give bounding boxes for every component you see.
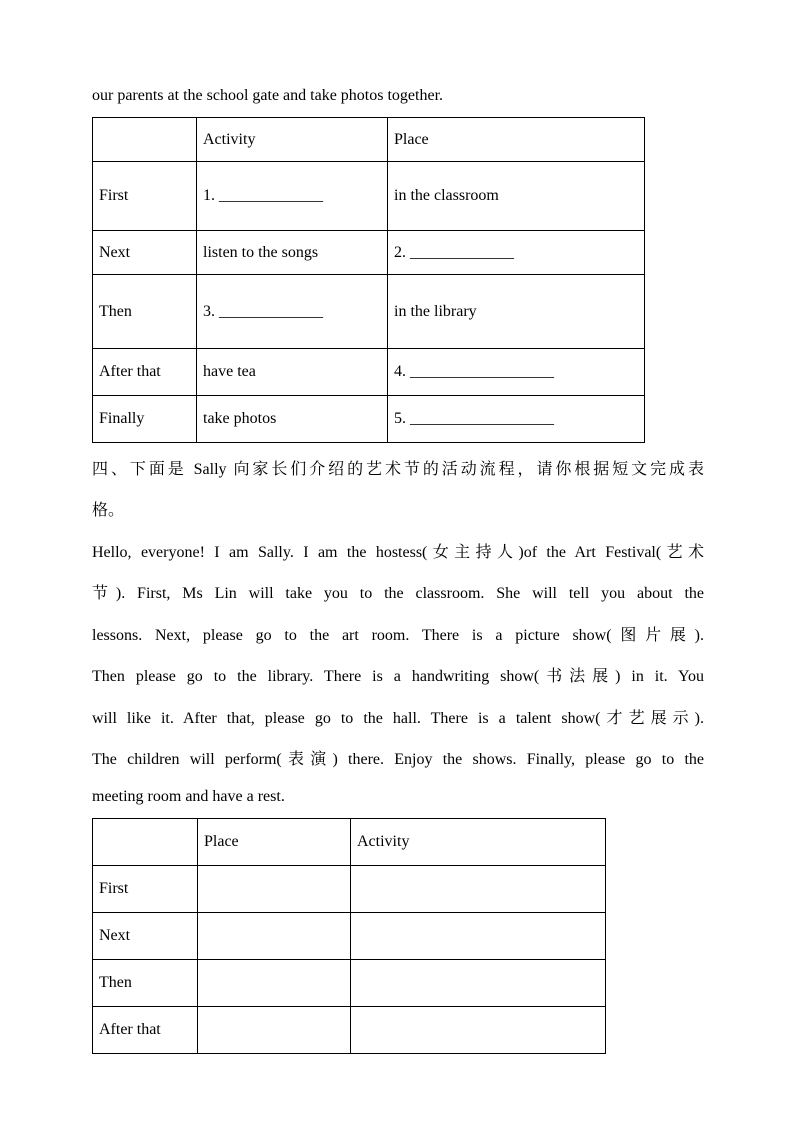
- place-cell: in the classroom: [388, 162, 645, 231]
- table-row: [93, 866, 606, 913]
- place-activity-table: [92, 818, 606, 1054]
- activity-blank[interactable]: [351, 1007, 606, 1054]
- activity-blank[interactable]: [351, 960, 606, 1007]
- step-cell: After that: [93, 349, 197, 396]
- table-header-row: [93, 118, 645, 162]
- step-cell: After that: [93, 1007, 198, 1054]
- header-cell: Activity: [197, 118, 388, 162]
- header-cell: Place: [388, 118, 645, 162]
- passage-line: Then please go to the library. There is a handwriting show(书法展) in it. You: [92, 668, 704, 685]
- header-cell: [93, 118, 197, 162]
- answer-blank-4[interactable]: 4. __________________: [388, 349, 645, 396]
- table-row: [93, 349, 645, 396]
- place-blank[interactable]: [198, 1007, 351, 1054]
- table-row: [93, 396, 645, 443]
- table-row: [93, 913, 606, 960]
- activity-cell: listen to the songs: [197, 231, 388, 275]
- passage-line: will like it. After that, please go to the hall. There is a talent show(才艺展示).: [92, 710, 704, 727]
- section-instruction-cont: 格。: [92, 502, 125, 519]
- answer-blank-3[interactable]: 3. _____________: [197, 275, 388, 349]
- table-row: [93, 275, 645, 349]
- header-cell: Place: [198, 819, 351, 866]
- table-row: [93, 1007, 606, 1054]
- passage-line: Hello, everyone! I am Sally. I am the hostess(女主持人)of the Art Festival(艺术: [92, 544, 704, 561]
- passage-line: 节). First, Ms Lin will take you to the classroom. She will tell you about the: [92, 585, 704, 602]
- table-row: [93, 162, 645, 231]
- step-cell: Finally: [93, 396, 197, 443]
- passage-line: The children will perform(表演) there. Enjoy the shows. Finally, please go to the: [92, 751, 704, 768]
- place-blank[interactable]: [198, 913, 351, 960]
- step-cell: Then: [93, 275, 197, 349]
- intro-line: our parents at the school gate and take photos together.: [92, 87, 444, 104]
- activity-place-table: [92, 117, 645, 443]
- step-cell: Next: [93, 913, 198, 960]
- activity-cell: take photos: [197, 396, 388, 443]
- step-cell: First: [93, 162, 197, 231]
- place-cell: in the library: [388, 275, 645, 349]
- step-cell: Then: [93, 960, 198, 1007]
- answer-blank-1[interactable]: 1. _____________: [197, 162, 388, 231]
- passage-line: meeting room and have a rest.: [92, 788, 285, 805]
- place-blank[interactable]: [198, 866, 351, 913]
- table-row: [93, 960, 606, 1007]
- header-cell: Activity: [351, 819, 606, 866]
- section-instruction: 四、下面是 Sally 向家长们介绍的艺术节的活动流程，请你根据短文完成表: [92, 461, 704, 478]
- table-row: [93, 231, 645, 275]
- place-blank[interactable]: [198, 960, 351, 1007]
- answer-blank-5[interactable]: 5. __________________: [388, 396, 645, 443]
- activity-blank[interactable]: [351, 866, 606, 913]
- header-cell: [93, 819, 198, 866]
- activity-blank[interactable]: [351, 913, 606, 960]
- answer-blank-2[interactable]: 2. _____________: [388, 231, 645, 275]
- table-header-row: [93, 819, 606, 866]
- passage-line: lessons. Next, please go to the art room. There is a picture show(图片展).: [92, 627, 704, 644]
- step-cell: First: [93, 866, 198, 913]
- step-cell: Next: [93, 231, 197, 275]
- activity-cell: have tea: [197, 349, 388, 396]
